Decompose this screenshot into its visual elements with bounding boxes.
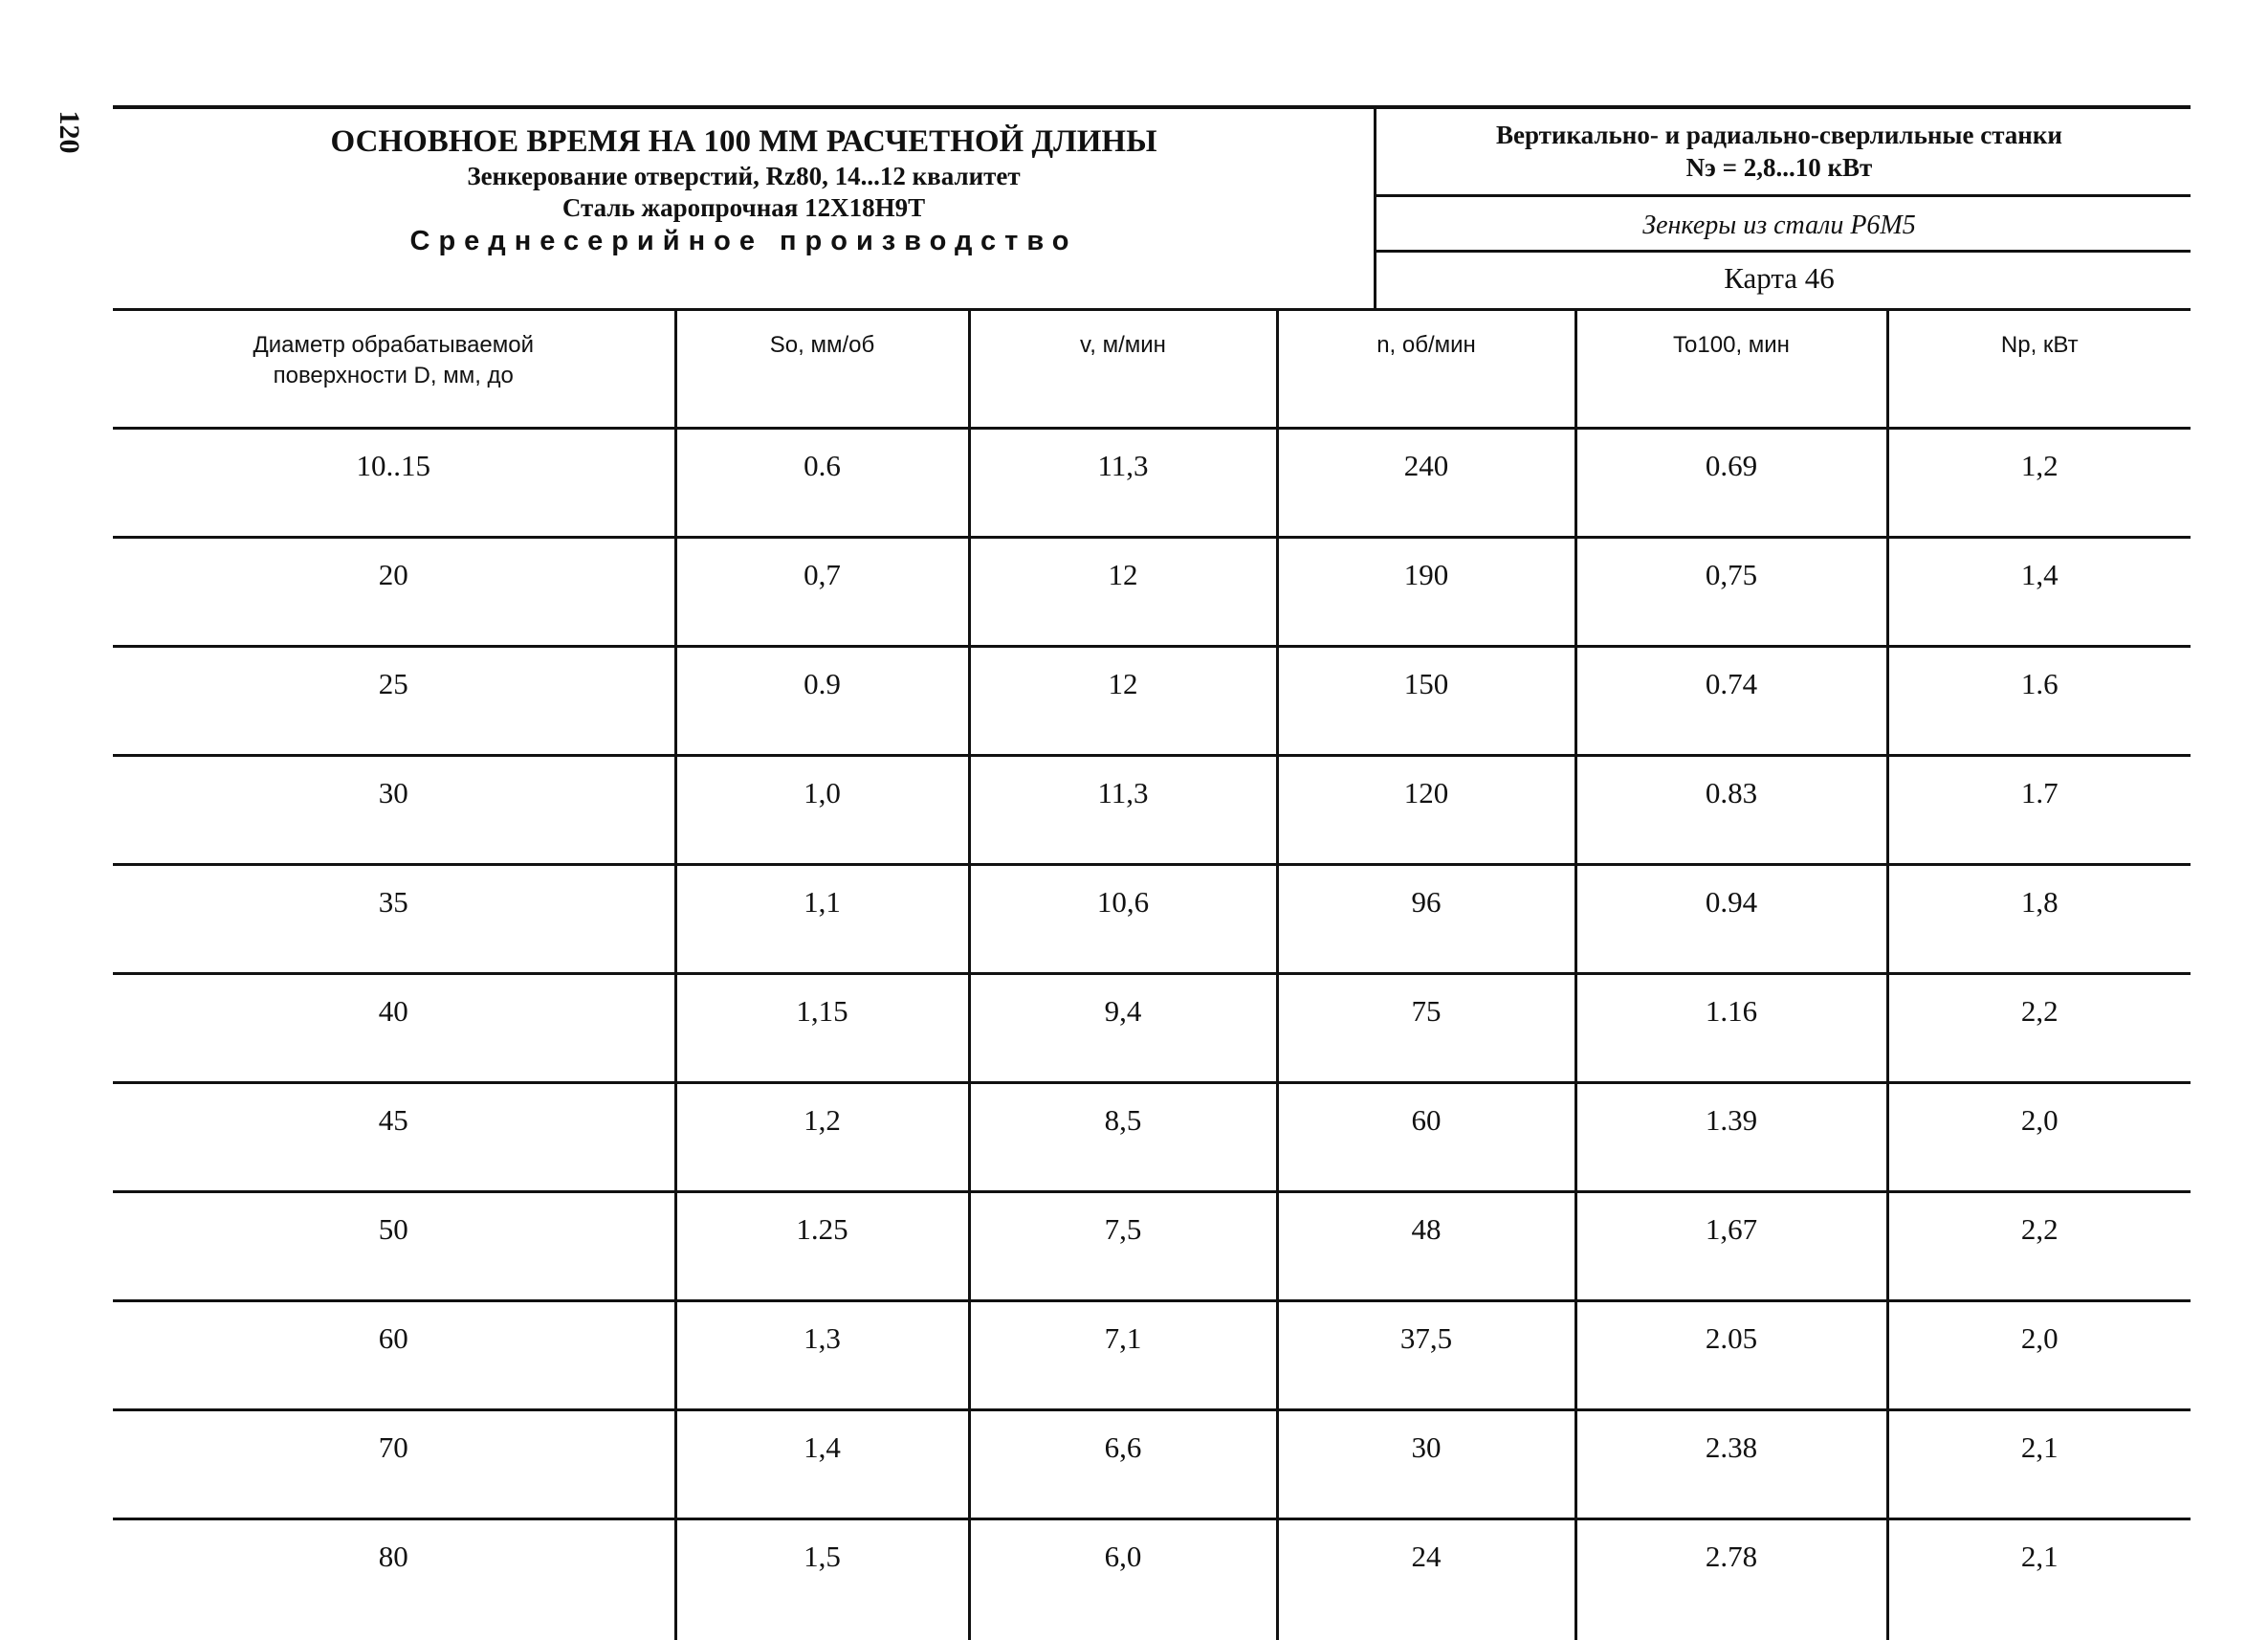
column-header-diameter [113,310,675,429]
cell-time: 2.78 [1575,1519,1887,1640]
cell-power: 1.6 [1887,647,2191,756]
table-row [113,974,2191,1083]
cell-time: 0.69 [1575,429,1887,538]
cell-speed: 7,1 [969,1301,1277,1410]
title-material: Сталь жаропрочная 12Х18Н9Т [115,191,1373,224]
cell-rpm: 60 [1277,1083,1575,1192]
header-divider-vertical [1374,105,1376,308]
table-row [113,1192,2191,1301]
cell-speed: 8,5 [969,1083,1277,1192]
cell-feed: 0.6 [675,429,969,538]
cell-time: 1,67 [1575,1192,1887,1301]
tool-label: Зенкеры из стали Р6М5 [1377,209,2181,243]
cell-rpm: 75 [1277,974,1575,1083]
cell-rpm: 240 [1277,429,1575,538]
table-header-row [113,310,2191,429]
cell-diameter: 70 [113,1410,675,1519]
cell-diameter: 50 [113,1192,675,1301]
cell-feed: 0.9 [675,647,969,756]
tool-bottom-rule [1374,250,2191,253]
column-header-speed: v, м/мин [969,310,1277,429]
table-row [113,1519,2191,1640]
machine-power: Nэ = 2,8...10 кВт [1377,151,2181,184]
cell-rpm: 37,5 [1277,1301,1575,1410]
cell-power: 2,2 [1887,1192,2191,1301]
cell-power: 2,2 [1887,974,2191,1083]
cell-speed: 7,5 [969,1192,1277,1301]
cell-feed: 1,1 [675,865,969,974]
machine-block [1377,119,2181,184]
cell-time: 0,75 [1575,538,1887,647]
card-number: Карта 46 [1377,260,2181,297]
machine-bottom-rule [1374,194,2191,197]
cell-time: 2.05 [1575,1301,1887,1410]
cell-power: 1,4 [1887,538,2191,647]
cell-power: 2,1 [1887,1519,2191,1640]
cell-speed: 6,6 [969,1410,1277,1519]
cell-rpm: 150 [1277,647,1575,756]
cell-time: 0.94 [1575,865,1887,974]
cell-rpm: 190 [1277,538,1575,647]
table-row [113,538,2191,647]
table-row [113,647,2191,756]
page-number: 120 [50,103,88,161]
cell-feed: 1,4 [675,1410,969,1519]
cell-diameter: 60 [113,1301,675,1410]
column-header-feed: So, мм/об [675,310,969,429]
cell-diameter: 45 [113,1083,675,1192]
cell-diameter: 35 [113,865,675,974]
cell-time: 0.83 [1575,756,1887,865]
column-header-rpm: n, об/мин [1277,310,1575,429]
cell-feed: 0,7 [675,538,969,647]
cell-diameter: 20 [113,538,675,647]
cell-feed: 1,0 [675,756,969,865]
cell-diameter: 10..15 [113,429,675,538]
cell-rpm: 30 [1277,1410,1575,1519]
table-row [113,756,2191,865]
table-row [113,865,2191,974]
cell-feed: 1,2 [675,1083,969,1192]
table-body [113,429,2191,1640]
cell-speed: 6,0 [969,1519,1277,1640]
cell-time: 1.16 [1575,974,1887,1083]
cell-power: 1,2 [1887,429,2191,538]
cell-time: 1.39 [1575,1083,1887,1192]
cell-speed: 11,3 [969,429,1277,538]
title-production-type: Среднесерийное производство [115,224,1373,258]
cell-feed: 1,5 [675,1519,969,1640]
cell-feed: 1,3 [675,1301,969,1410]
cell-speed: 9,4 [969,974,1277,1083]
cell-time: 0.74 [1575,647,1887,756]
cell-rpm: 96 [1277,865,1575,974]
title-operation: Зенкерование отверстий, Rz80, 14...12 квалитет [115,161,1373,191]
cell-power: 2,0 [1887,1301,2191,1410]
header-top-rule [113,105,2191,109]
cutting-data-table [113,308,2191,1640]
cell-speed: 12 [969,647,1277,756]
column-header-line: Диаметр обрабатываемой [113,330,674,361]
cell-diameter: 25 [113,647,675,756]
cell-diameter: 80 [113,1519,675,1640]
cell-speed: 10,6 [969,865,1277,974]
table-row [113,429,2191,538]
cell-speed: 11,3 [969,756,1277,865]
table-row [113,1301,2191,1410]
cell-diameter: 40 [113,974,675,1083]
title-main: ОСНОВНОЕ ВРЕМЯ НА 100 ММ РАСЧЕТНОЙ ДЛИНЫ [115,122,1373,161]
cell-rpm: 120 [1277,756,1575,865]
cell-power: 2,0 [1887,1083,2191,1192]
cell-time: 2.38 [1575,1410,1887,1519]
cell-rpm: 24 [1277,1519,1575,1640]
table-row [113,1410,2191,1519]
cell-speed: 12 [969,538,1277,647]
column-header-time: To100, мин [1575,310,1887,429]
cell-feed: 1.25 [675,1192,969,1301]
cell-feed: 1,15 [675,974,969,1083]
cell-rpm: 48 [1277,1192,1575,1301]
header-title-block [115,122,1373,258]
cell-power: 2,1 [1887,1410,2191,1519]
table-row [113,1083,2191,1192]
column-header-power: Np, кВт [1887,310,2191,429]
cell-power: 1,8 [1887,865,2191,974]
column-header-line: поверхности D, мм, до [113,361,674,391]
cell-power: 1.7 [1887,756,2191,865]
cell-diameter: 30 [113,756,675,865]
machine-type: Вертикально- и радиально-сверлильные станки [1377,119,2181,151]
